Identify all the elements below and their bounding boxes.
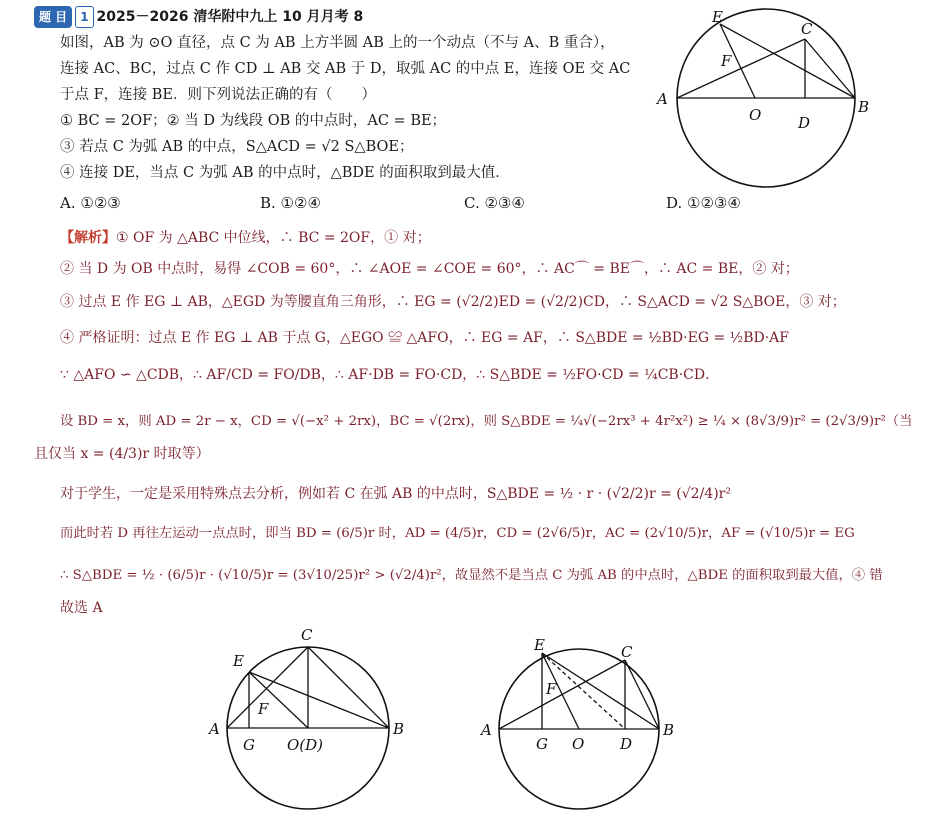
solution-line-5: ∵ △AFO ∽ △CDB，∴ AF/CD = FO/DB，∴ AF·DB = FO·CD，∴ S△BDE = ½FO·CD = ¼CB·CD． — [60, 367, 720, 383]
segment-bc — [805, 39, 855, 98]
option-b: B. ①②④ — [260, 194, 321, 212]
solution-line-11: 故选 A — [60, 600, 103, 616]
question-line-4: ① BC = 2OF；② 当 D 为线段 OB 的中点时，AC = BE； — [60, 113, 447, 129]
right-label-a: A — [481, 721, 492, 739]
solution-line-7: 且仅当 x = (4/3)r 时取等） — [34, 446, 210, 462]
left-label-f: F — [258, 700, 269, 718]
question-line-2: 连接 AC、BC，过点 C 作 CD ⊥ AB 交 AB 于 D，取弧 AC 的中点 E，连接 OE 交 AC — [60, 61, 631, 77]
solution-line-2: ② 当 D 为 OB 中点时，易得 ∠COB = 60°，∴ ∠AOE = ∠COE = 60°，∴ AC⌒ = BE⌒，∴ AC = BE，② 对； — [60, 261, 799, 277]
right-label-f: F — [546, 680, 557, 698]
solution-line-9: 而此时若 D 再往左运动一点点时，即当 BD = (6/5)r 时，AD = (4/5)r，CD = (2√6/5)r，AC = (2√10/5)r，AF = (√10/5)r = EG — [60, 526, 855, 541]
special-case-figure-left — [203, 622, 413, 818]
question-line-6: ④ 连接 DE，当点 C 为弧 AB 的中点时，△BDE 的面积取到最大值． — [60, 165, 510, 181]
label-c: C — [801, 20, 813, 38]
question-line-5: ③ 若点 C 为弧 AB 的中点，S△ACD = √2 S△BOE； — [60, 139, 414, 155]
left-label-b: B — [393, 720, 405, 738]
left-segment-eb — [249, 672, 389, 728]
left-label-c: C — [301, 626, 313, 644]
left-label-od: O(D) — [287, 736, 324, 754]
label-e: E — [712, 8, 723, 26]
solution-tag: 【解析】 — [60, 230, 116, 246]
solution-line-6: 设 BD = x，则 AD = 2r − x，CD = √(−x² + 2rx)，BC = √(2rx)，则 S△BDE = ¼√(−2rx³ + 4r²x²) ≥ ¼ × (8√3/9)r² = (2√3/9)r²（当 — [60, 414, 913, 429]
solution-line-8: 对于学生，一定是采用特殊点去分析，例如若 C 在弧 AB 的中点时，S△BDE = ½ · r · (√2/2)r = (√2/4)r² — [60, 486, 731, 502]
left-label-e: E — [233, 652, 244, 670]
question-line-3: 于点 F，连接 BE．则下列说法正确的有（ ） — [60, 87, 377, 103]
option-a: A. ①②③ — [60, 194, 121, 212]
special-case-figure-right — [480, 636, 680, 820]
label-d: D — [798, 114, 811, 132]
question-source: 2025－2026 清华附中九上 10 月月考 8 — [96, 9, 364, 25]
right-label-e: E — [534, 636, 545, 654]
solution-line-3: ③ 过点 E 作 EG ⊥ AB，△EGD 为等腰直角三角形，∴ EG = (√2/2)ED = (√2/2)CD，∴ S△ACD = √2 S△BOE，③ 对； — [60, 294, 846, 310]
option-d: D. ①②③④ — [666, 194, 741, 212]
question-number: 1 — [75, 6, 93, 28]
main-geometry-figure — [655, 6, 870, 192]
right-label-o: O — [572, 735, 585, 753]
right-label-d: D — [620, 735, 633, 753]
right-segment-eb — [542, 653, 659, 729]
left-label-g: G — [243, 736, 255, 754]
right-label-g: G — [536, 735, 548, 753]
solution-line-10: ∴ S△BDE = ½ · (6/5)r · (√10/5)r = (3√10/25)r² > (√2/4)r²，故显然不是当点 C 为弧 AB 的中点时，△BDE 的面积取到最大值，④ 错 — [60, 568, 883, 583]
right-label-b: B — [663, 721, 675, 739]
solution-line-1 — [60, 228, 431, 248]
label-f: F — [721, 52, 732, 70]
question-header — [34, 6, 363, 28]
left-segment-bc — [308, 647, 389, 728]
question-line-1: 如图，AB 为 ⊙O 直径，点 C 为 AB 上方半圆 AB 上的一个动点（不与 A、B 重合）， — [60, 35, 615, 51]
left-label-a: A — [209, 720, 220, 738]
label-o: O — [749, 106, 762, 124]
question-badge: 题 目 — [34, 6, 72, 28]
segment-be — [720, 24, 855, 98]
option-c: C. ②③④ — [464, 194, 525, 212]
right-label-c: C — [621, 643, 633, 661]
label-b: B — [858, 98, 870, 116]
solution-line-4: ④ 严格证明：过点 E 作 EG ⊥ AB 于点 G，△EGO ≌ △AFO，∴ EG = AF，∴ S△BDE = ½BD·EG = ½BD·AF — [60, 330, 789, 346]
solution-first-claim: ① OF 为 △ABC 中位线，∴ BC = 2OF，① 对； — [116, 230, 431, 246]
label-a: A — [657, 90, 668, 108]
